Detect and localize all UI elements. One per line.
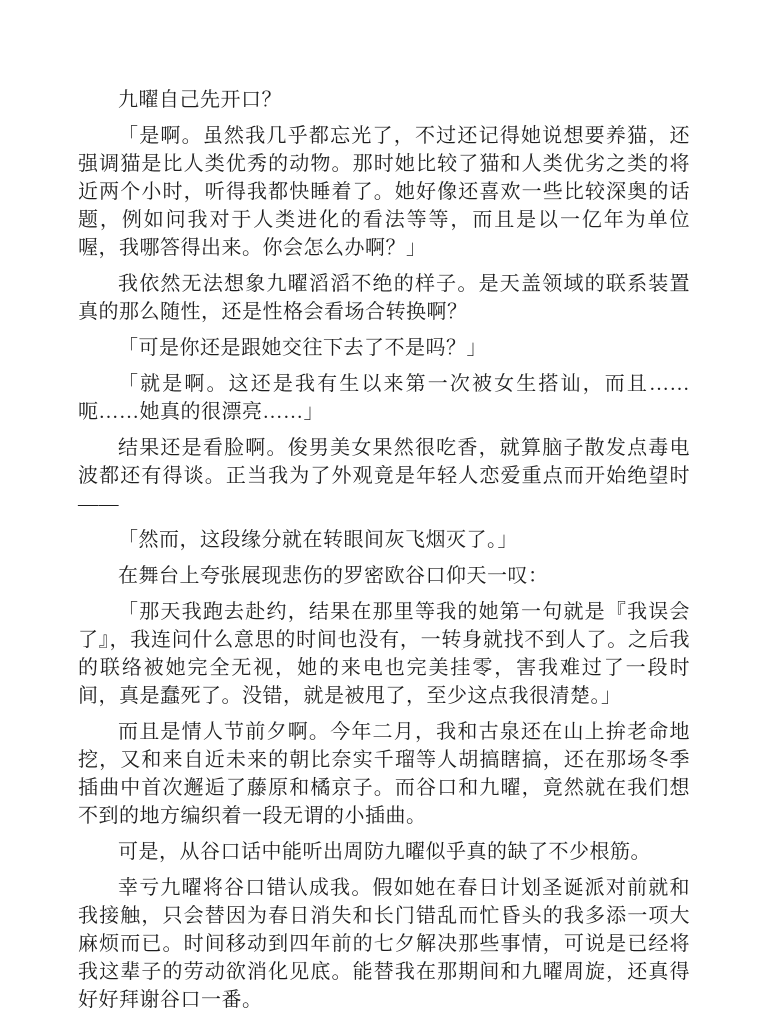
paragraph-2: 「是啊。虽然我几乎都忘光了，不过还记得她说想要养猫，还强调猫是比人类优秀的动物。那时她比较了猫和人类优劣之类的将近两个小时，听得我都快睡着了。她好像还喜欢一些比较深奥的话题，例如问我对于人类进化的看法等等，而且是以一亿年为单位喔，我哪答得出来。你会怎么办啊？」: [78, 125, 690, 259]
paragraph-7: 「然而，这段缘分就在转眼间灰飞烟灭了。」: [118, 529, 518, 551]
paragraph-12: 幸亏九曜将谷口错认成我。假如她在春日计划圣诞派对前就和我接触，只会替因为春日消失和长门错乱而忙昏头的我多添一项大麻烦而已。时间移动到四年前的七夕解决那些事情，可说是已经将我这辈子的劳动欲消化见底。能替我在那期间和九曜周旋，还真得好好拜谢谷口一番。: [78, 877, 690, 1011]
paragraph-6: 结果还是看脸啊。俊男美女果然很吃香，就算脑子散发点毒电波都还有得谈。正当我为了外观竟是年轻人恋爱重点而开始绝望时——: [78, 437, 690, 515]
paragraph-4: 「可是你还是跟她交往下去了不是吗？」: [118, 337, 487, 359]
paragraph-5: 「就是啊。这还是我有生以来第一次被女生搭讪，而且……呃……她真的很漂亮……」: [78, 373, 690, 423]
paragraph-8: 在舞台上夸张展现悲伤的罗密欧谷口仰天一叹：: [118, 565, 549, 587]
novel-page: [78, 86, 690, 1014]
paragraph-1: 九曜自己先开口？: [118, 89, 282, 111]
paragraph-9: 「那天我跑去赴约，结果在那里等我的她第一句就是『我误会了』，我连问什么意思的时间也没有，一转身就找不到人了。之后我的联络被她完全无视，她的来电也完美挂零，害我难过了一段时间，真是蠢死了。没错，就是被甩了，至少这点我很清楚。」: [78, 601, 690, 707]
paragraph-10: 而且是情人节前夕啊。今年二月，我和古泉还在山上拚老命地挖，又和来自近未来的朝比奈实千瑠等人胡搞瞎搞，还在那场冬季插曲中首次邂逅了藤原和橘京子。而谷口和九曜，竟然就在我们想不到的地方编织着一段无谓的小插曲。: [78, 721, 690, 827]
paragraph-3: 我依然无法想象九曜滔滔不绝的样子。是天盖领域的联系装置真的那么随性，还是性格会看场合转换啊？: [78, 273, 690, 323]
paragraph-11: 可是，从谷口话中能听出周防九曜似乎真的缺了不少根筋。: [118, 841, 651, 863]
